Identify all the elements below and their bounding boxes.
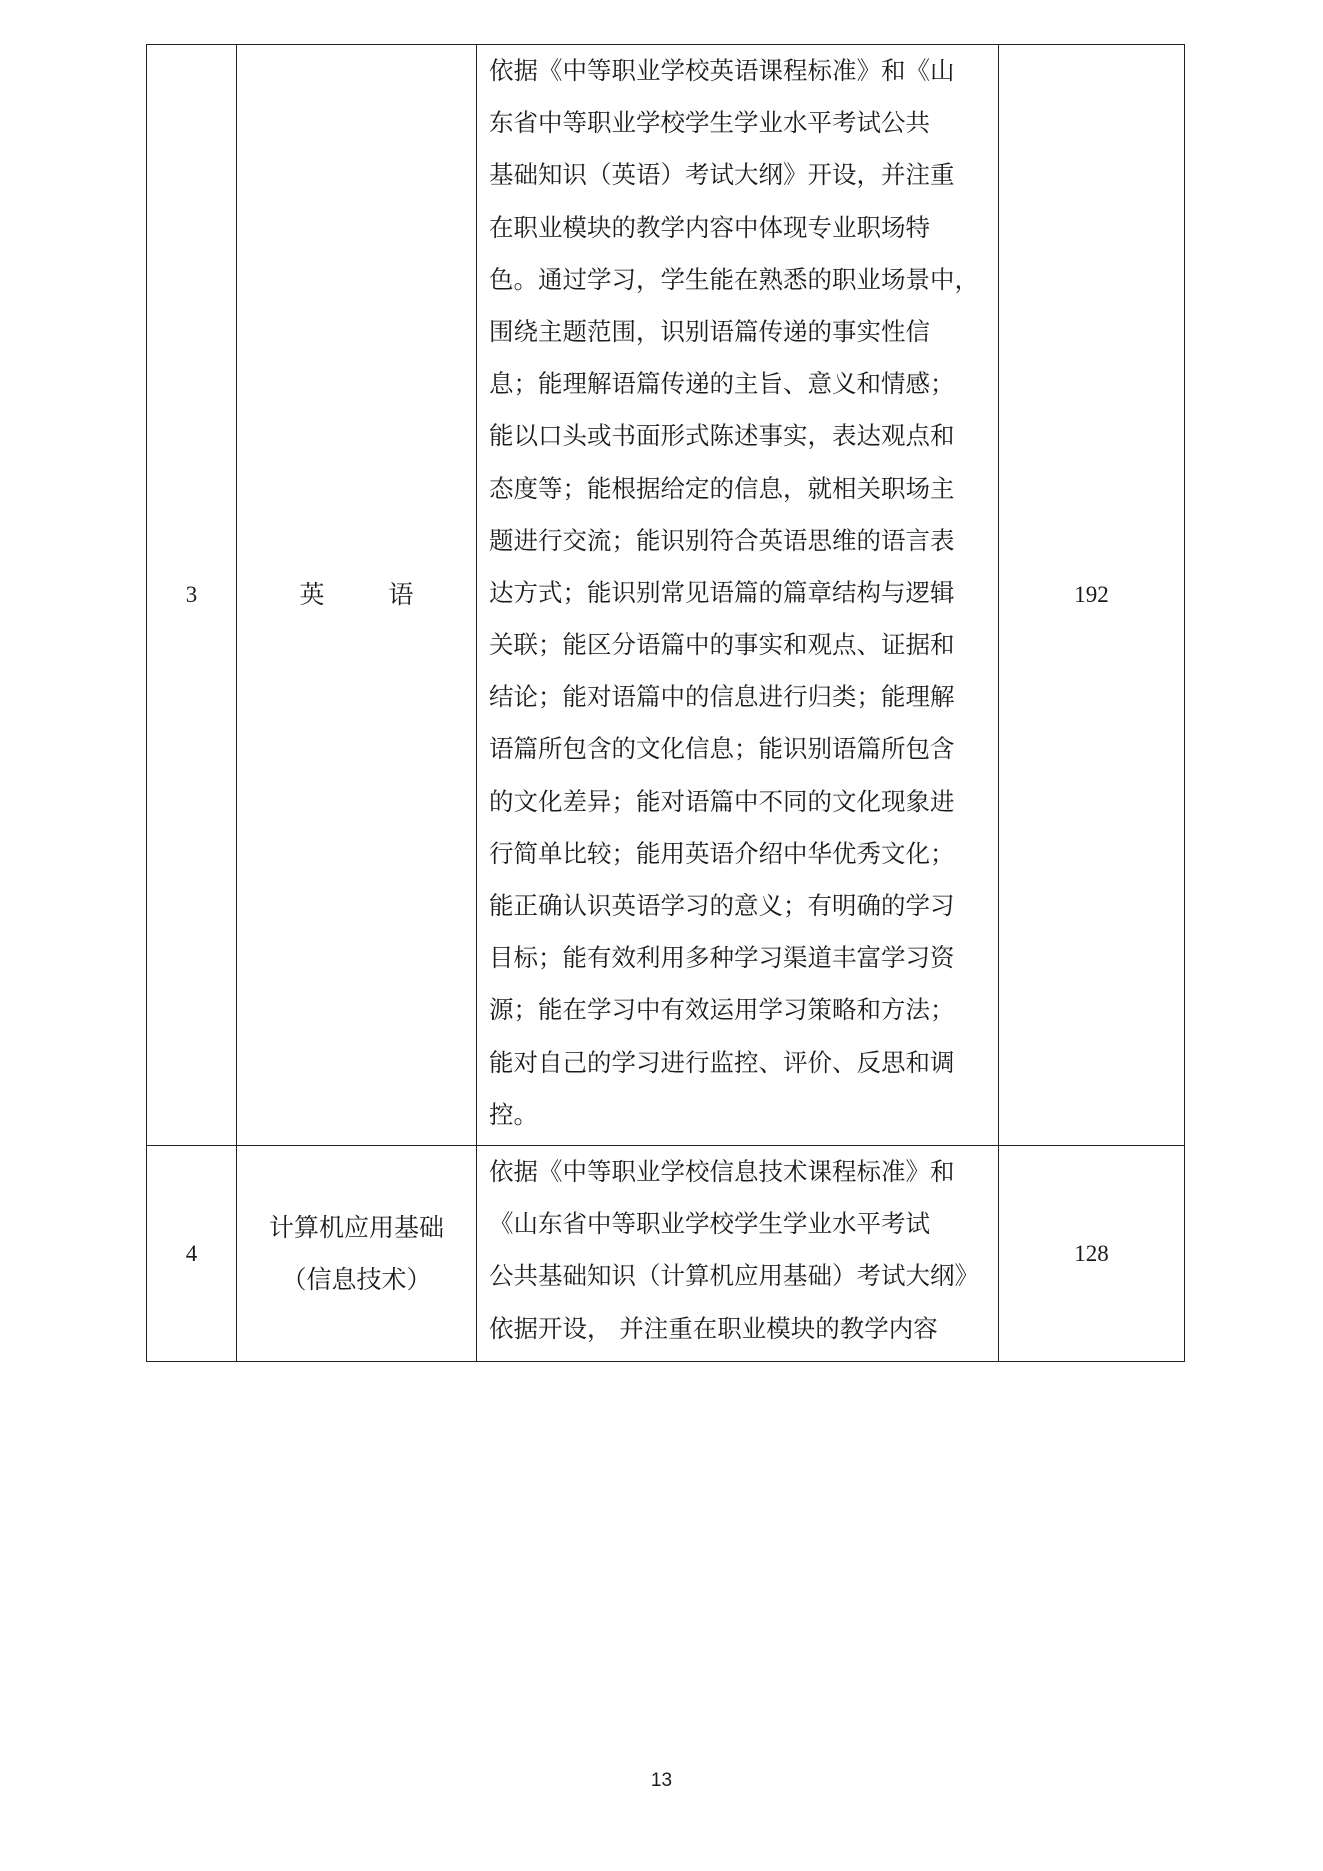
description-line: 息；能理解语篇传递的主旨、意义和情感； (489, 369, 955, 399)
description-line: 关联；能区分语篇中的事实和观点、证据和 (489, 630, 955, 660)
description-line: 达方式；能识别常见语篇的篇章结构与逻辑 (489, 577, 955, 607)
course-hours-cell: 192 (999, 45, 1185, 1146)
description-line: 公共基础知识（计算机应用基础）考试大纲》 (489, 1261, 979, 1291)
description-line: 《山东省中等职业学校学生学业水平考试 (489, 1209, 930, 1239)
page-number: 13 (650, 1770, 673, 1791)
description-line: 能正确认识英语学习的意义；有明确的学习 (489, 891, 955, 920)
table-row (147, 45, 1185, 1146)
course-name-cell (237, 1146, 477, 1362)
description-line: 基础知识（英语）考试大纲》开设，并注重 (489, 160, 955, 190)
course-number-cell: 4 (147, 1146, 237, 1362)
description-line: 依据开设， 并注重在职业模块的教学内容 (489, 1313, 938, 1343)
description-line: 色。通过学习，学生能在熟悉的职业场景中， (489, 264, 979, 294)
description-line: 控。 (489, 1099, 538, 1129)
description-line: 结论；能对语篇中的信息进行归类；能理解 (489, 682, 955, 712)
description-line: 在职业模块的教学内容中体现专业职场特 (489, 212, 930, 242)
description-line: 题进行交流；能识别符合英语思维的语言表 (489, 525, 955, 555)
course-name-line: 英 语 (299, 580, 442, 609)
description-line: 态度等；能根据给定的信息，就相关职场主 (489, 473, 955, 503)
course-name-line: 计算机应用基础 (268, 1212, 444, 1242)
description-line: 行简单比较；能用英语介绍中华优秀文化； (489, 838, 955, 868)
description-line: 语篇所包含的文化信息；能识别语篇所包含 (489, 734, 955, 764)
description-line: 东省中等职业学校学生学业水平考试公共 (489, 108, 930, 138)
course-description-cell (477, 45, 999, 1146)
description-line: 目标；能有效利用多种学习渠道丰富学习资 (489, 943, 955, 973)
description-line: 能以口头或书面形式陈述事实，表达观点和 (489, 421, 955, 451)
course-table (146, 44, 1185, 1362)
course-number-cell: 3 (147, 45, 237, 1146)
course-name-cell (237, 45, 477, 1146)
description-line: 围绕主题范围，识别语篇传递的事实性信 (489, 316, 930, 346)
description-line: 依据《中等职业学校信息技术课程标准》和 (489, 1157, 955, 1186)
description-line: 的文化差异；能对语篇中不同的文化现象进 (489, 786, 955, 816)
table-row (147, 1146, 1185, 1362)
course-name-line: （信息技术） (281, 1264, 432, 1294)
description-line: 能对自己的学习进行监控、评价、反思和调 (489, 1047, 955, 1077)
description-line: 源；能在学习中有效运用学习策略和方法； (489, 995, 955, 1025)
course-description-cell (477, 1146, 999, 1362)
course-hours-cell: 128 (999, 1146, 1185, 1362)
description-line: 依据《中等职业学校英语课程标准》和《山 (489, 56, 955, 85)
